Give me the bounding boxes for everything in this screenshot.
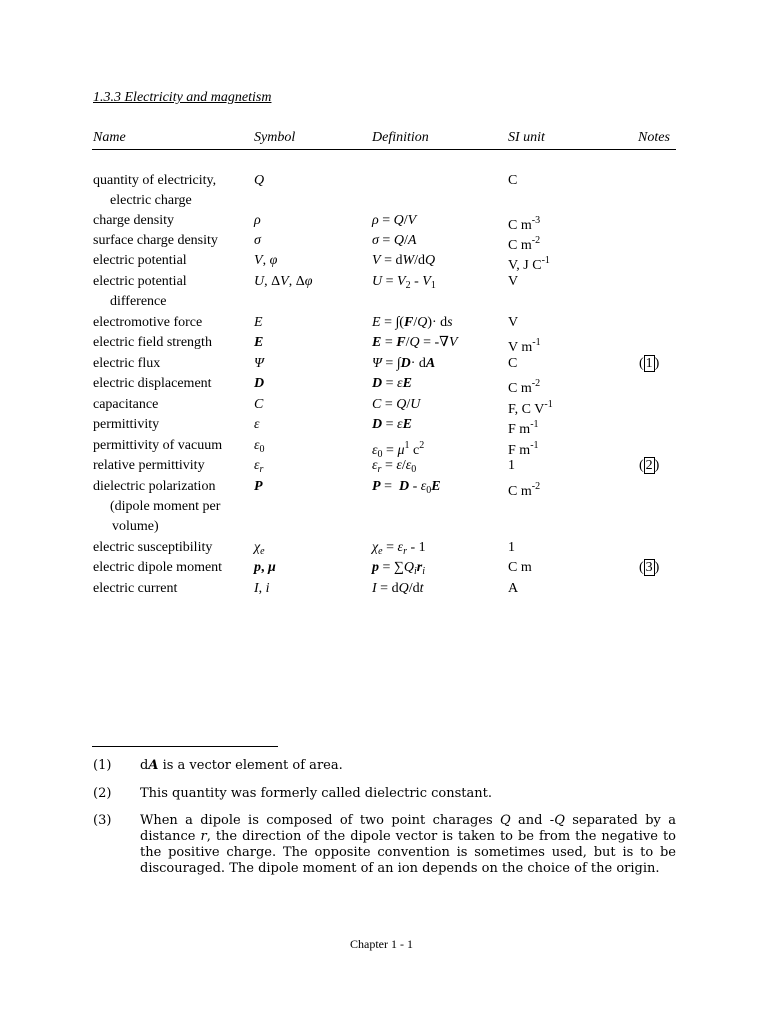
row-definition: ρ = Q/V bbox=[372, 213, 417, 228]
footnote-number: (1) bbox=[93, 758, 112, 773]
row-name: electric potential bbox=[93, 253, 187, 268]
row-symbol: C bbox=[254, 397, 264, 412]
row-symbol: V, φ bbox=[254, 253, 278, 268]
row-symbol: σ bbox=[254, 233, 261, 248]
row-unit: F $m^{-1}$ bbox=[508, 419, 539, 437]
column-header-symbol: Symbol bbox=[254, 130, 296, 145]
row-definition: $\chi_e = \varepsilon_r - 1$ bbox=[372, 540, 426, 557]
column-header-notes: Notes bbox=[638, 130, 670, 145]
row-name-continued: difference bbox=[110, 294, 167, 309]
row-symbol: P bbox=[254, 479, 263, 494]
row-definition: $p = \sum Q_ir_i$ bbox=[372, 560, 426, 577]
row-name: surface charge density bbox=[93, 233, 218, 248]
footnote-number: (3) bbox=[93, 813, 112, 828]
footnote-number: (2) bbox=[93, 786, 112, 801]
row-unit: A bbox=[508, 581, 519, 596]
row-unit: C bbox=[508, 173, 518, 188]
row-unit: C $m^{-3}$ bbox=[508, 215, 541, 233]
row-symbol: U, ΔV, Δφ bbox=[254, 274, 313, 289]
header-rule bbox=[92, 149, 676, 150]
row-unit: V bbox=[508, 315, 519, 330]
row-symbol: $\varepsilon_0$ bbox=[254, 438, 265, 455]
row-name-continued: volume) bbox=[112, 519, 159, 534]
row-unit: C m bbox=[508, 560, 532, 575]
column-header-definition: Definition bbox=[372, 130, 429, 145]
row-definition: V = dW/dQ bbox=[372, 253, 436, 268]
row-unit: F $m^{-1}$ bbox=[508, 440, 539, 458]
row-symbol: E bbox=[254, 335, 264, 350]
row-definition: D = εE bbox=[372, 417, 412, 432]
row-symbol: D bbox=[254, 376, 265, 391]
row-definition: E = F/Q = -∇V bbox=[372, 335, 458, 350]
row-name: charge density bbox=[93, 213, 174, 228]
footnote-link-3[interactable]: ( 3 ) bbox=[639, 560, 660, 575]
footnote-rule bbox=[92, 746, 278, 747]
row-name: permittivity of vacuum bbox=[93, 438, 223, 453]
footnote-text: When a dipole is composed of two point charages Q and -Q separated by a distance r, the direction of the dipole vector is taken to be from the negative to the positive charge. The opposite convention is sometimes used, but is to be discouraged. The dipole moment of an ion depends on the choice of the origin. bbox=[140, 813, 676, 876]
row-symbol: Ψ bbox=[254, 356, 264, 371]
row-definition: $\varepsilon_0 = \mu^1$ $c^2$ bbox=[372, 440, 425, 460]
footnote-text: dA is a vector element of area. bbox=[140, 758, 343, 773]
row-definition: D = εE bbox=[372, 376, 412, 391]
footnote-link-2[interactable]: ( 2 ) bbox=[639, 458, 660, 473]
row-unit: C $m^{-2}$ bbox=[508, 481, 541, 499]
row-name: electric dipole moment bbox=[93, 560, 223, 575]
row-symbol: p, μ bbox=[254, 560, 276, 575]
row-definition: $U = V_2 - V_1$ bbox=[372, 274, 436, 291]
row-name-continued: electric charge bbox=[110, 193, 192, 208]
row-name: quantity of electricity, bbox=[93, 173, 217, 188]
row-unit: V bbox=[508, 274, 519, 289]
row-unit: F, C $V^{-1}$ bbox=[508, 399, 553, 417]
row-definition: $P = D - \varepsilon_0E$ bbox=[372, 479, 441, 496]
column-header-name: Name bbox=[93, 130, 126, 145]
row-symbol: E bbox=[254, 315, 263, 330]
column-header-unit: SI unit bbox=[508, 130, 545, 145]
row-definition: $\varepsilon_r = \varepsilon/\varepsilon_0$ bbox=[372, 458, 417, 475]
row-symbol: $\chi_e$ bbox=[254, 540, 265, 557]
section-heading: 1.3.3 Electricity and magnetism bbox=[93, 90, 272, 105]
row-unit: C bbox=[508, 356, 518, 371]
row-unit: 1 bbox=[508, 540, 515, 555]
row-name-continued: (dipole moment per bbox=[110, 499, 221, 514]
row-name: electric susceptibility bbox=[93, 540, 213, 555]
row-name: electric field strength bbox=[93, 335, 212, 350]
row-name: permittivity bbox=[93, 417, 160, 432]
row-unit: C $m^{-2}$ bbox=[508, 235, 541, 253]
row-name: dielectric polarization bbox=[93, 479, 216, 494]
row-name: capacitance bbox=[93, 397, 159, 412]
row-unit: V $m^{-1}$ bbox=[508, 337, 541, 355]
row-definition: Ψ = ∫D· dA bbox=[372, 356, 436, 371]
row-definition: C = Q/U bbox=[372, 397, 421, 412]
row-symbol: $\varepsilon_r$ bbox=[254, 458, 264, 475]
row-unit: 1 bbox=[508, 458, 515, 473]
row-definition: I = dQ/dt bbox=[372, 581, 424, 596]
footnote-link-1[interactable]: ( 1 ) bbox=[639, 356, 660, 371]
row-definition: σ = Q/A bbox=[372, 233, 417, 248]
row-unit: V, J $C^{-1}$ bbox=[508, 255, 550, 273]
row-name: electromotive force bbox=[93, 315, 203, 330]
row-name: electric current bbox=[93, 581, 178, 596]
page-footer: Chapter 1 - 1 bbox=[350, 937, 413, 951]
row-symbol: Q bbox=[254, 173, 265, 188]
row-name: electric displacement bbox=[93, 376, 212, 391]
row-symbol: I, i bbox=[254, 581, 270, 596]
row-unit: C $m^{-2}$ bbox=[508, 378, 541, 396]
row-name: electric potential bbox=[93, 274, 187, 289]
row-symbol: ε bbox=[254, 417, 260, 432]
row-symbol: ρ bbox=[254, 213, 261, 228]
row-definition: E = ∫(F/Q)· ds bbox=[372, 315, 453, 330]
row-name: relative permittivity bbox=[93, 458, 205, 473]
row-name: electric flux bbox=[93, 356, 161, 371]
footnote-text: This quantity was formerly called dielectric constant. bbox=[140, 786, 492, 801]
